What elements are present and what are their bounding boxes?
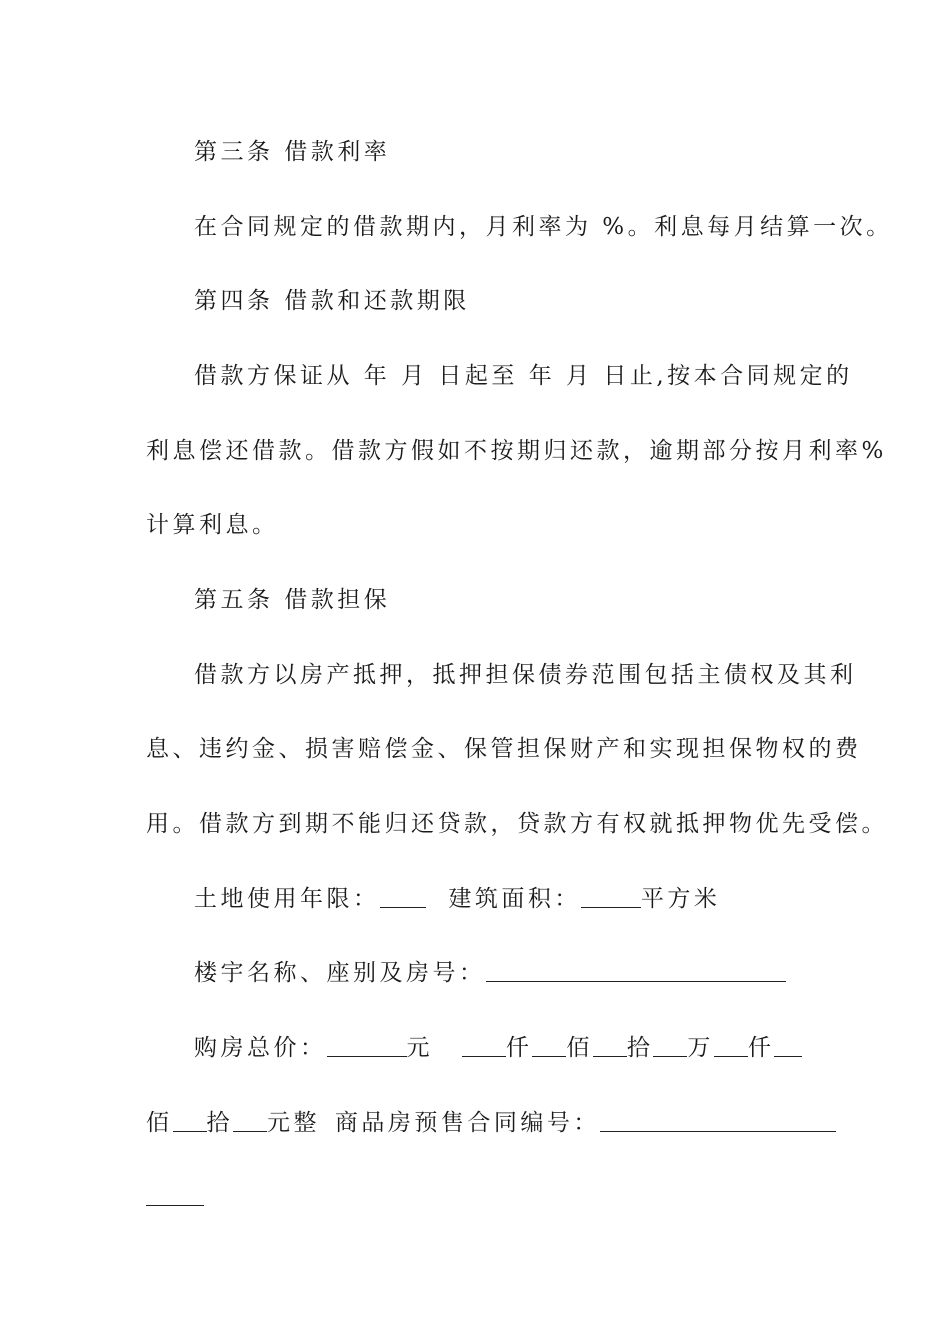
building-line (194, 958, 816, 988)
price-line-2 (146, 1108, 816, 1138)
article-4-body-line-1: 借款方保证从 年 月 日起至 年 月 日止,按本合同规定的 (194, 363, 853, 389)
bai-blank-1[interactable] (532, 1034, 566, 1057)
contract-number-blank-continued[interactable] (146, 1183, 204, 1206)
article-4-body-line-2: 利息偿还借款。借款方假如不按期归还款，逾期部分按月利率% (146, 438, 887, 464)
land-area-line (194, 884, 816, 914)
unit-qian-1: 仟 (505, 1035, 533, 1061)
qian-blank-2[interactable] (714, 1034, 748, 1057)
article-4-body-line-3: 计算利息。 (146, 512, 279, 538)
article-5-body-line-1: 借款方以房产抵押，抵押担保债券范围包括主债权及其利 (194, 662, 857, 688)
unit-bai-1: 佰 (566, 1035, 593, 1061)
shi-blank-2[interactable] (173, 1109, 207, 1132)
unit-qian-2: 仟 (747, 1035, 775, 1061)
article-4-heading: 第四条 借款和还款期限 (194, 288, 470, 314)
contract-number-continuation (146, 1182, 816, 1212)
qian-blank-1[interactable] (462, 1034, 506, 1057)
area-unit: 平方米 (640, 886, 721, 912)
building-label: 楼宇名称、座别及房号： (194, 960, 486, 986)
yuan-blank[interactable] (233, 1109, 267, 1132)
wan-blank[interactable] (653, 1034, 687, 1057)
unit-yuan-zheng: 元整 (267, 1110, 320, 1136)
land-term-blank[interactable] (380, 885, 426, 908)
contract-number-label: 商品房预售合同编号： (334, 1110, 600, 1136)
article-5-body-line-3: 用。借款方到期不能归还贷款，贷款方有权就抵押物优先受偿。 (146, 811, 888, 837)
price-line-1 (194, 1033, 816, 1063)
shi-blank-1[interactable] (593, 1034, 627, 1057)
unit-shi-2: 拾 (206, 1110, 233, 1136)
area-blank[interactable] (581, 885, 641, 908)
land-term-label: 土地使用年限： (194, 886, 380, 912)
article-3-body: 在合同规定的借款期内，月利率为 %。利息每月结算一次。 (194, 214, 893, 240)
price-unit-yuan: 元 (406, 1035, 433, 1061)
area-label: 建筑面积： (448, 886, 581, 912)
unit-bai-2: 佰 (146, 1110, 173, 1136)
price-label: 购房总价： (194, 1035, 327, 1061)
building-blank[interactable] (486, 959, 786, 982)
bai-blank-2-lead[interactable] (774, 1034, 802, 1057)
article-3-heading: 第三条 借款利率 (194, 139, 391, 165)
article-5-heading: 第五条 借款担保 (194, 587, 391, 613)
contract-number-blank[interactable] (600, 1109, 836, 1132)
unit-shi-1: 拾 (626, 1035, 654, 1061)
unit-wan: 万 (687, 1035, 714, 1061)
price-blank[interactable] (327, 1034, 407, 1057)
article-5-body-line-2: 息、违约金、损害赔偿金、保管担保财产和实现担保物权的费 (146, 736, 862, 762)
